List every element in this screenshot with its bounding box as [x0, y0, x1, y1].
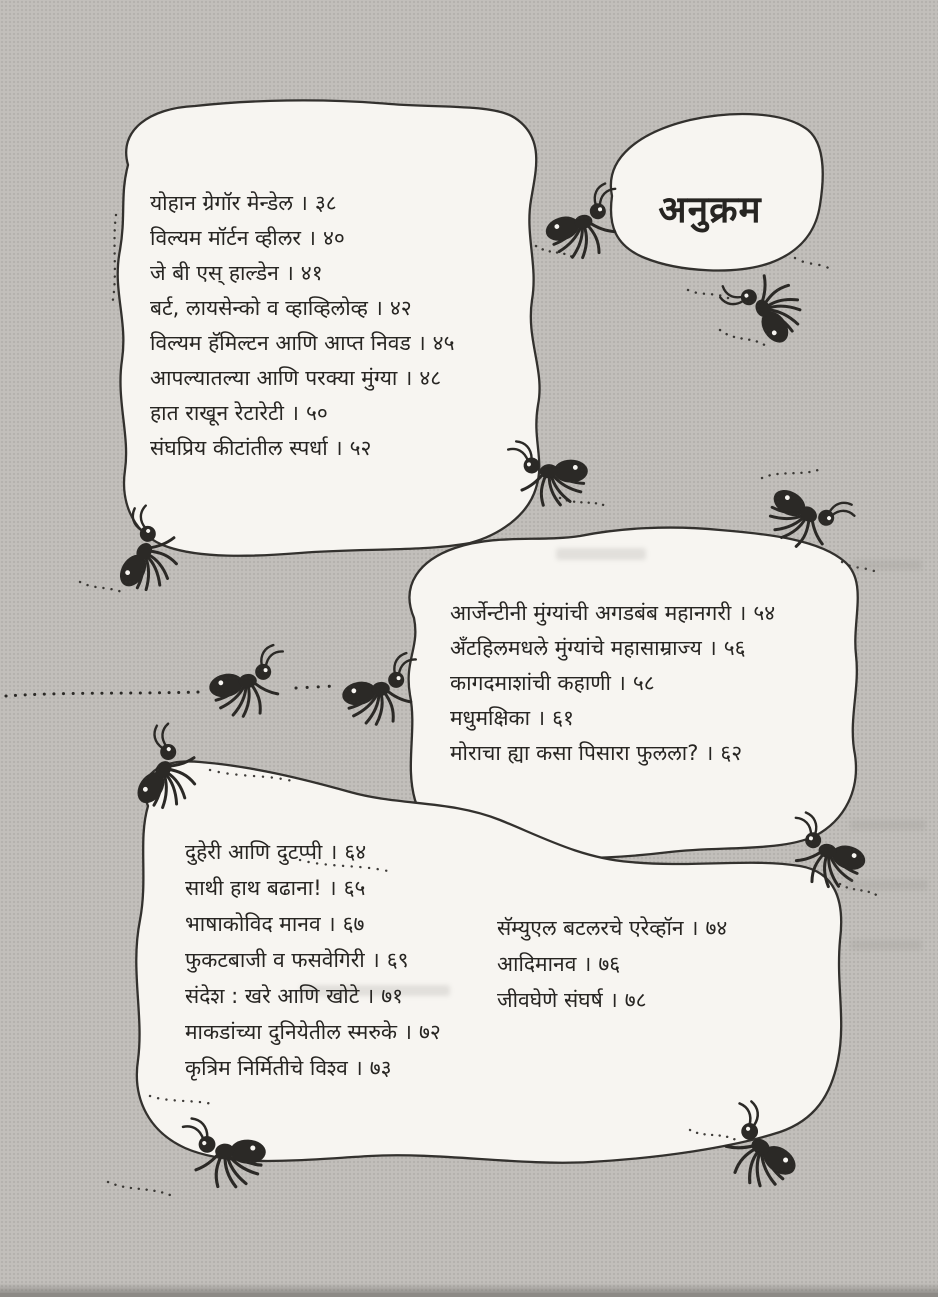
- toc-entry-page: ७८: [624, 988, 647, 1012]
- toc-entry-page: ५०: [305, 401, 328, 425]
- toc-entry-title: जीवघेणे संघर्ष: [497, 988, 603, 1012]
- toc-entry-page: ७६: [598, 952, 621, 976]
- toc-entry-title: योहान ग्रेगॉर मेन्डेल: [150, 191, 293, 215]
- toc-entry-title: अँटहिलमधले मुंग्यांचे महासाम्राज्य: [450, 636, 702, 660]
- toc-separator: ।: [705, 741, 714, 765]
- toc-entry: [450, 736, 775, 771]
- toc-entry-title: कृत्रिम निर्मितीचे विश्व: [185, 1056, 348, 1080]
- toc-separator: ।: [537, 706, 546, 730]
- toc-entry: [150, 396, 455, 431]
- toc-separator: ।: [327, 912, 336, 936]
- toc-separator: ।: [371, 948, 380, 972]
- toc-entry-page: ६९: [386, 948, 409, 972]
- toc-entry-title: आर्जेन्टीनी मुंग्यांची अगडबंब महानगरी: [450, 601, 732, 625]
- toc-entry: [185, 834, 441, 870]
- toc-entry-title: संदेश : खरे आणि खोटे: [185, 984, 360, 1008]
- toc-entry-title: हात राखून रेटारेटी: [150, 401, 284, 425]
- toc-entry-title: माकडांच्या दुनियेतील स्मरुके: [185, 1020, 398, 1044]
- toc-separator: ।: [328, 876, 337, 900]
- toc-separator: ।: [366, 984, 375, 1008]
- toc-entry: [450, 701, 775, 736]
- toc-entry-page: ४५: [432, 331, 455, 355]
- toc-entry-page: ६७: [342, 912, 365, 936]
- toc-entry: [497, 910, 727, 946]
- toc-entry: [150, 361, 455, 396]
- toc-separator: ।: [404, 1020, 412, 1044]
- toc-entry-title: मधुमक्षिका: [450, 706, 531, 730]
- toc-entry-page: ६५: [343, 876, 366, 900]
- toc-entry: [450, 666, 775, 701]
- toc-entry-page: ५४: [753, 601, 776, 625]
- page-title: अनुक्रम: [658, 188, 762, 231]
- toc-entry-title: सॅम्युएल बटलरचे एरेव्हॉन: [497, 916, 684, 940]
- showthrough-smudge: [852, 560, 922, 570]
- toc-separator: ।: [583, 952, 592, 976]
- toc-entry-page: ७२: [418, 1020, 441, 1044]
- toc-entry-title: विल्यम हॅमिल्टन आणि आप्त निवड: [150, 331, 411, 355]
- toc-entry: [185, 1050, 441, 1086]
- toc-entry: [185, 906, 441, 942]
- showthrough-smudge: [556, 548, 646, 560]
- toc-separator: ।: [609, 988, 618, 1012]
- toc-entry: [185, 942, 441, 978]
- toc-separator: ।: [417, 331, 426, 355]
- toc-separator: ।: [738, 601, 747, 625]
- toc-separator: ।: [307, 226, 316, 250]
- toc-entry-page: ५२: [349, 436, 372, 460]
- toc-separator: ।: [690, 916, 699, 940]
- ant-icon: [338, 652, 420, 726]
- toc-separator: ।: [617, 671, 626, 695]
- toc-entry-title: भाषाकोविद मानव: [185, 912, 321, 936]
- toc-entry: [150, 431, 455, 466]
- toc-separator: ।: [299, 191, 308, 215]
- toc-list-top: [150, 186, 455, 466]
- toc-separator: ।: [374, 296, 383, 320]
- toc-separator: ।: [285, 261, 294, 285]
- toc-entry-page: ४१: [300, 261, 323, 285]
- toc-entry-title: फुकटबाजी व फसवेगिरी: [185, 948, 365, 972]
- toc-entry-title: जे बी एस् हाल्डेन: [150, 261, 279, 285]
- toc-entry-title: संघप्रिय कीटांतील स्पर्धा: [150, 436, 328, 460]
- toc-entry-page: ७४: [705, 916, 728, 940]
- showthrough-smudge: [850, 820, 926, 830]
- toc-list-bottom-right: [497, 910, 727, 1018]
- toc-separator: ।: [291, 401, 299, 425]
- toc-separator: ।: [708, 636, 717, 660]
- toc-entry-page: ५६: [723, 636, 746, 660]
- toc-entry-page: ४२: [389, 296, 412, 320]
- toc-entry: [497, 946, 727, 982]
- toc-entry: [497, 982, 727, 1018]
- toc-entry-title: बर्ट, लायसेन्को व व्हाव्हिलोव्ह: [150, 296, 368, 320]
- toc-entry-page: ३८: [314, 191, 337, 215]
- toc-entry-title: मोराचा ह्या कसा पिसारा फुलला?: [450, 741, 699, 765]
- toc-entry: [185, 1014, 441, 1050]
- ant-trail-dots: [6, 686, 334, 696]
- toc-entry-title: आदिमानव: [497, 952, 577, 976]
- toc-entry-page: ५८: [632, 671, 655, 695]
- toc-entry: [150, 291, 455, 326]
- toc-entry-page: ७३: [369, 1056, 392, 1080]
- scan-edge: [0, 1293, 938, 1297]
- toc-entry: [450, 631, 775, 666]
- toc-entry-page: ६२: [720, 741, 743, 765]
- showthrough-smudge: [846, 880, 928, 890]
- toc-entry-title: साथी हाथ बढाना!: [185, 876, 322, 900]
- toc-entry-page: ६१: [552, 706, 574, 730]
- toc-separator: ।: [334, 436, 343, 460]
- toc-list-bottom-left: [185, 834, 441, 1086]
- toc-entry: [150, 221, 455, 256]
- toc-separator: ।: [354, 1056, 363, 1080]
- ant-icon: [205, 644, 287, 718]
- toc-separator: ।: [329, 840, 338, 864]
- toc-list-middle: [450, 596, 775, 771]
- toc-entry: [150, 256, 455, 291]
- toc-entry-page: ४०: [322, 226, 345, 250]
- toc-entry: [185, 870, 441, 906]
- toc-entry: [150, 326, 455, 361]
- toc-entry-title: दुहेरी आणि दुटप्पी: [185, 840, 323, 864]
- toc-entry-page: ६४: [344, 840, 367, 864]
- toc-entry-title: विल्यम मॉर्टन व्हीलर: [150, 226, 301, 250]
- showthrough-smudge: [850, 940, 922, 950]
- toc-entry: [185, 978, 441, 1014]
- toc-separator: ।: [404, 366, 413, 390]
- toc-entry: [150, 186, 455, 221]
- toc-entry-page: ७१: [381, 984, 404, 1008]
- toc-entry-title: आपल्यातल्या आणि परक्या मुंग्या: [150, 366, 398, 390]
- toc-entry-page: ४८: [419, 366, 442, 390]
- toc-entry-title: कागदमाशांची कहाणी: [450, 671, 611, 695]
- toc-entry: [450, 596, 775, 631]
